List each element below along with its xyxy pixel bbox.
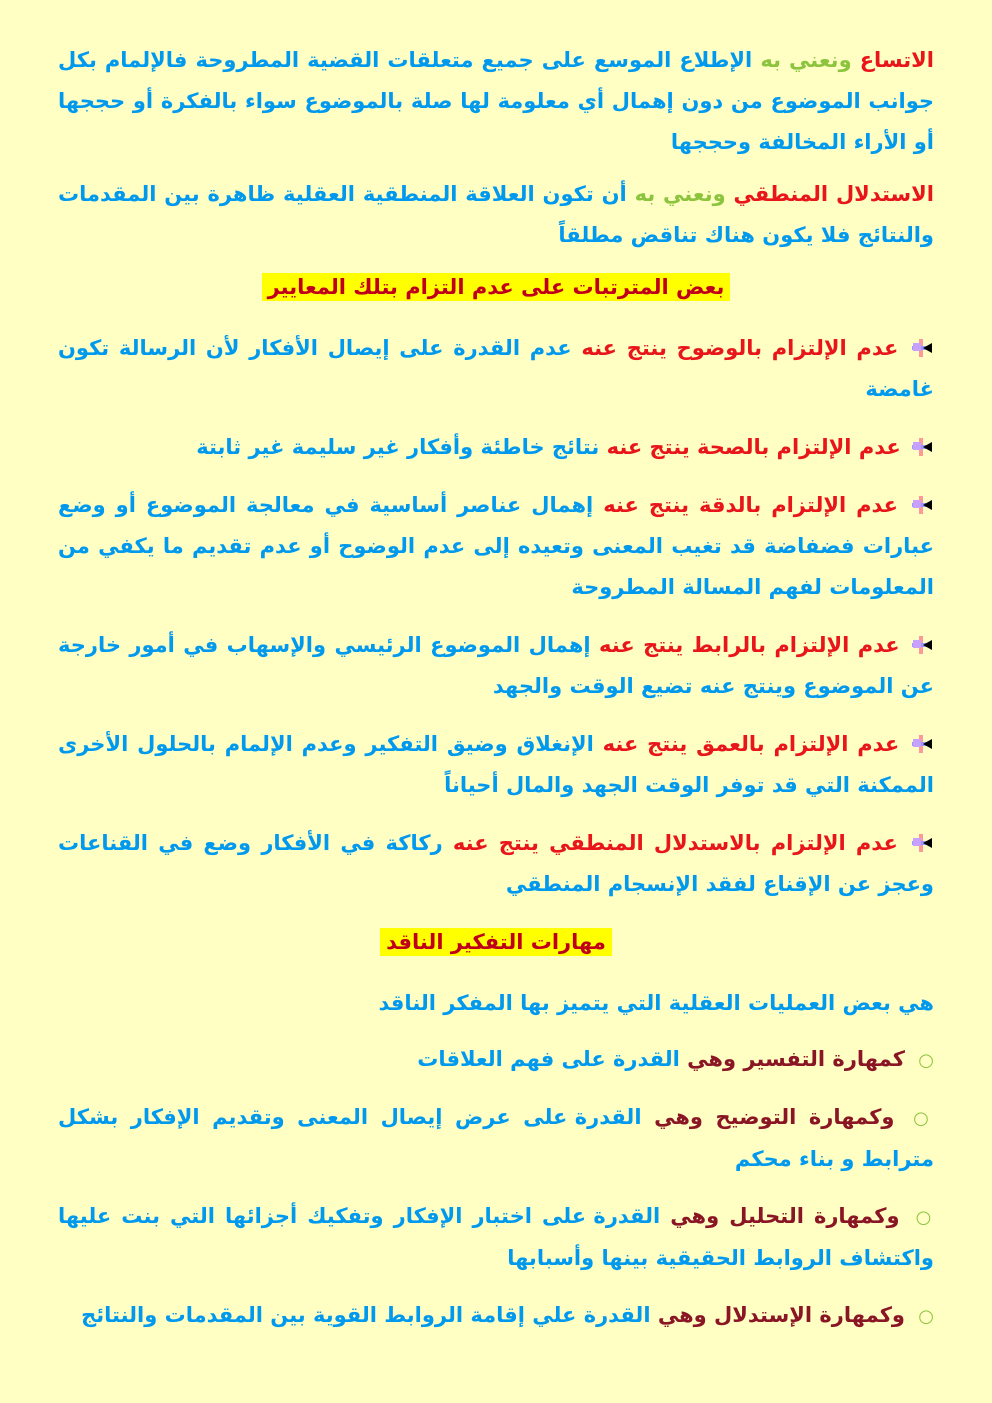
skill-text: القدرة على عرض إيصال المعنى وتقديم الإفكار بشكل مترابط و بناء محكم bbox=[58, 1105, 934, 1171]
bullet-text: إهمال الموضوع الرئيسي والإسهاب في أمور خارجة عن الموضوع وينتج عنه تضيع الوقت والجهد bbox=[58, 633, 934, 698]
list-item bbox=[58, 1039, 934, 1081]
list-item bbox=[58, 1196, 934, 1279]
bullet-arrow-icon bbox=[910, 436, 934, 458]
bullet-term: عدم الإلتزام بالاستدلال المنطقي bbox=[549, 831, 898, 855]
circle-bullet-icon: ○ bbox=[918, 1050, 934, 1071]
heading-text: مهارات التفكير الناقد bbox=[380, 928, 612, 956]
bullet-term: عدم الإلتزام بالصحة bbox=[697, 435, 901, 459]
bullet-arrow-icon bbox=[910, 733, 934, 755]
list-item bbox=[58, 328, 934, 410]
skills-intro: هي بعض العمليات العقلية التي يتميز بها المفكر الناقد bbox=[378, 991, 934, 1015]
paragraph-breadth bbox=[58, 40, 934, 163]
bullet-text: عدم القدرة على إيصال الأفكار لأن الرسالة تكون غامضة bbox=[58, 336, 934, 401]
bullet-result: ينتج عنه bbox=[581, 336, 667, 360]
bullet-term: عدم الإلتزام بالوضوح bbox=[676, 336, 899, 360]
bullet-arrow-icon bbox=[910, 494, 934, 516]
bullet-text: الإنغلاق وضيق التفكير وعدم الإلمام بالحلول الأخرى الممكنة التي قد توفر الوقت الجهد والمال أحياناً bbox=[58, 732, 934, 797]
bullet-arrow-icon bbox=[910, 634, 934, 656]
connector: ونعني به bbox=[760, 48, 852, 72]
definition-text: أن تكون العلاقة المنطقية العقلية ظاهرة بين المقدمات والنتائج فلا يكون هناك تناقض مطلقاً bbox=[58, 182, 934, 247]
bullet-term: عدم الإلتزام بالعمق bbox=[696, 732, 900, 756]
skill-connector: وهي bbox=[654, 1105, 703, 1129]
skill-term: وكمهارة التوضيح bbox=[715, 1105, 895, 1129]
term-breadth: الاتساع bbox=[859, 48, 935, 72]
list-item bbox=[58, 823, 934, 905]
bullet-result: ينتج عنه bbox=[606, 435, 690, 459]
list-item bbox=[58, 427, 934, 468]
bullet-text: إهمال عناصر أساسية في معالجة الموضوع أو وضع عبارات فضفاضة قد تغيب المعنى وتعيده إلى عدم الوضوح أو عدم تقديم ما يكفي من المعلومات لفهم المسالة المطروحة bbox=[58, 493, 934, 599]
circle-bullet-icon: ○ bbox=[913, 1108, 935, 1129]
skill-text: القدرة علي إقامة الروابط القوية بين المقدمات والنتائج bbox=[81, 1303, 651, 1327]
term-logical-reasoning: الاستدلال المنطقي bbox=[733, 182, 935, 206]
list-item bbox=[58, 724, 934, 806]
paragraph-logical-reasoning bbox=[58, 174, 934, 256]
section-heading-consequences bbox=[58, 267, 934, 308]
bullet-result: ينتج عنه bbox=[452, 831, 539, 855]
bullet-arrow-icon bbox=[910, 337, 934, 359]
bullet-text: ركاكة في الأفكار وضع في القناعات وعجز عن الإقناع لفقد الإنسجام المنطقي bbox=[58, 831, 934, 896]
skill-term: كمهارة التفسير bbox=[743, 1047, 905, 1071]
list-item bbox=[58, 485, 934, 608]
skill-connector: وهي bbox=[657, 1303, 707, 1327]
list-item bbox=[58, 1097, 934, 1180]
definition-text: الإطلاع الموسع على جميع متعلقات القضية المطروحة فالإلمام بكل جوانب الموضوع من دون إهمال أي معلومة لها صلة بالموضوع سواء بالفكرة أو حججها أو الأراء المخالفة وحججها bbox=[58, 48, 934, 154]
skill-connector: وهي bbox=[687, 1047, 737, 1071]
skill-term: وكمهارة التحليل bbox=[729, 1204, 900, 1228]
connector: ونعني به bbox=[634, 182, 726, 206]
bullet-text: نتائج خاطئة وأفكار غير سليمة غير ثابتة bbox=[196, 435, 600, 459]
list-item bbox=[58, 625, 934, 707]
bullet-term: عدم الإلتزام بالدقة bbox=[698, 493, 899, 517]
skill-connector: وهي bbox=[670, 1204, 720, 1228]
bullet-result: ينتج عنه bbox=[603, 493, 689, 517]
list-item bbox=[58, 1295, 934, 1337]
skill-term: وكمهارة الإستدلال bbox=[714, 1303, 905, 1327]
circle-bullet-icon: ○ bbox=[918, 1306, 934, 1327]
section-heading-skills bbox=[58, 922, 934, 963]
bullet-result: ينتج عنه bbox=[602, 732, 688, 756]
skill-text: القدرة على فهم العلاقات bbox=[417, 1047, 680, 1071]
bullet-result: ينتج عنه bbox=[599, 633, 684, 657]
skill-text: القدرة على اختبار الإفكار وتفكيك أجزائها التي بنت عليها واكتشاف الروابط الحقيقية بينها وأسبابها bbox=[58, 1204, 934, 1270]
circle-bullet-icon: ○ bbox=[915, 1207, 935, 1228]
bullet-term: عدم الإلتزام بالرابط bbox=[691, 633, 900, 657]
bullet-arrow-icon bbox=[910, 832, 934, 854]
heading-text: بعض المترتبات على عدم التزام بتلك المعايير bbox=[262, 273, 731, 301]
